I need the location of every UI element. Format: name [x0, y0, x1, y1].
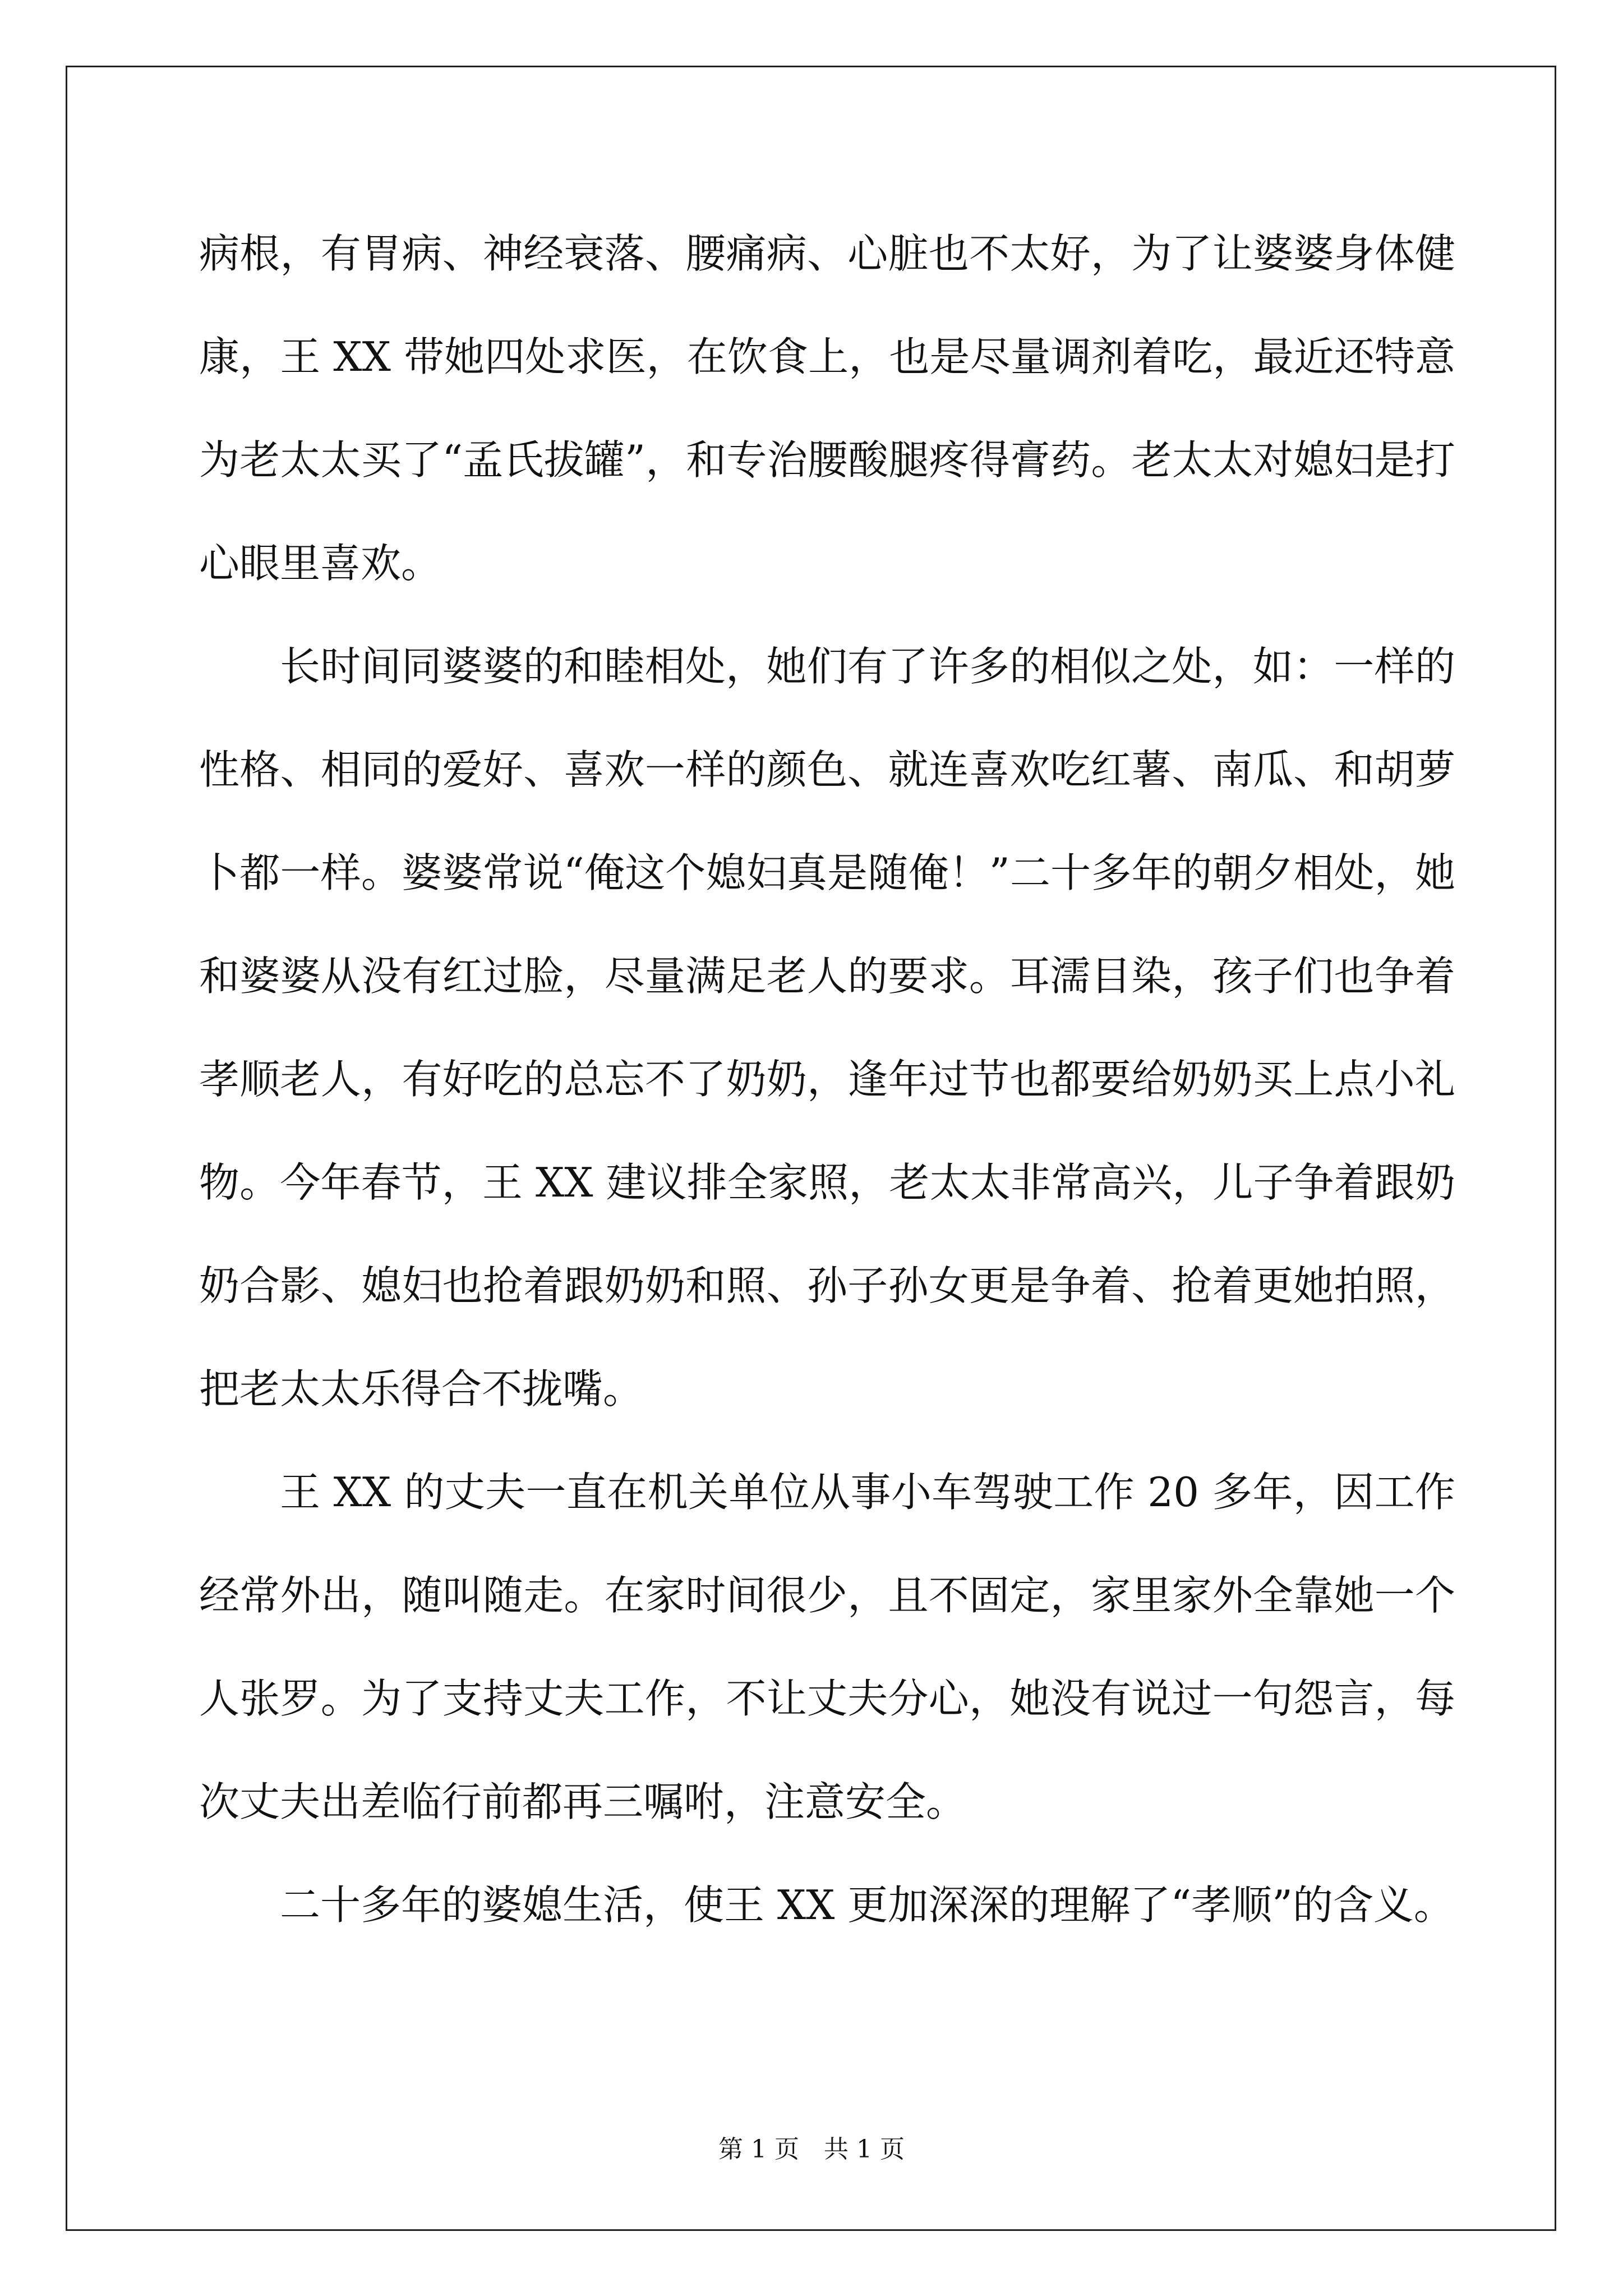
paragraph-2: 长时间同婆婆的和睦相处，她们有了许多的相似之处，如：一样的性格、相同的爱好、喜欢一样的颜色、就连喜欢吃红薯、南瓜、和胡萝卜都一样。婆婆常说“俺这个媳妇真是随俺！”二十多年的朝夕相处，她和婆婆从没有红过脸，尽量满足老人的要求。耳濡目染，孩子们也争着孝顺老人，有好吃的总忘不了奶奶，逢年过节也都要给奶奶买上点小礼物。今年春节，王 XX 建议排全家照，老太太非常高兴，儿子争着跟奶奶合影、媳妇也抢着跟奶奶和照、孙子孙女更是争着、抢着更她拍照，把老太太乐得合不拢嘴。 — [199, 643, 1455, 1412]
paragraph-3: 王 XX 的丈夫一直在机关单位从事小车驾驶工作 20 多年，因工作经常外出，随叫随走。在家时间很少，且不固定，家里家外全靠她一个人张罗。为了支持丈夫工作，不让丈夫分心，她没有说过一句怨言，每次丈夫出差临行前都再三嘱咐，注意安全。 — [199, 1469, 1455, 1825]
page-number-footer: 第 1 页 共 1 页 — [718, 2135, 905, 2164]
document-body — [199, 202, 1455, 1957]
paragraph-1: 病根，有胃病、神经衰落、腰痛病、心脏也不太好，为了让婆婆身体健康，王 XX 带她四处求医，在饮食上，也是尽量调剂着吃，最近还特意为老太太买了“孟氏拔罐”，和专治腰酸腿疼得膏药。老太太对媳妇是打心眼里喜欢。 — [199, 230, 1455, 587]
paragraph-4: 二十多年的婆媳生活，使王 XX 更加深深的理解了“孝顺”的含义。 — [280, 1881, 1454, 1929]
